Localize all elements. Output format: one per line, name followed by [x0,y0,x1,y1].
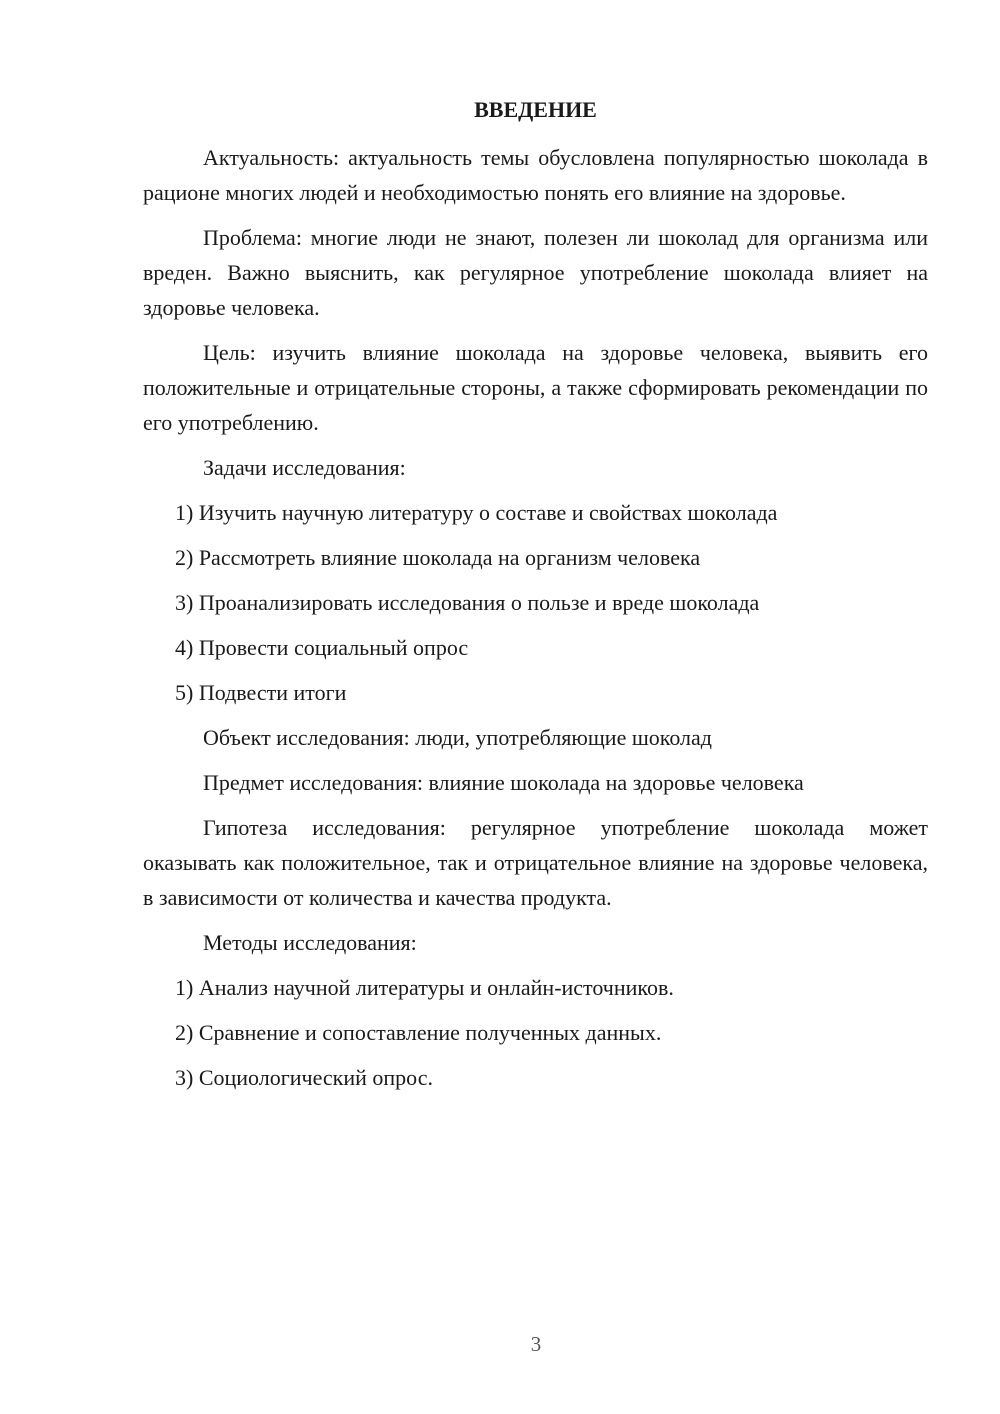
list-item: 1) Анализ научной литературы и онлайн-источников. [175,975,674,1000]
list-item: 3) Социологический опрос. [175,1065,433,1090]
section-title: ВВЕДЕНИЕ [474,97,597,122]
list-item: 5) Подвести итоги [175,680,347,705]
list-item: 4) Провести социальный опрос [175,635,469,660]
list-item: 2) Рассмотреть влияние шоколада на организм человека [175,545,701,570]
problem-paragraph: Проблема: многие люди не знают, полезен ли шоколад для организма или вреден. Важно выяснить, как регулярное употребление шоколада влияет на здоровье человека. [143,225,928,320]
methods-list [143,970,928,1095]
list-item: 2) Сравнение и сопоставление полученных данных. [175,1020,662,1045]
list-item: 1) Изучить научную литературу о составе и свойствах шоколада [175,500,778,525]
subject-line: Предмет исследования: влияние шоколада на здоровье человека [203,770,804,795]
page-number: 3 [530,1332,542,1356]
tasks-heading: Задачи исследования: [203,455,406,480]
methods-heading: Методы исследования: [203,930,417,955]
hypothesis-paragraph: Гипотеза исследования: регулярное употребление шоколада может оказывать как положительное, так и отрицательное влияние на здоровье человека, в зависимости от количества и качества продукта. [143,815,928,910]
tasks-list [143,495,928,710]
page-content [143,92,928,1105]
relevance-paragraph: Актуальность: актуальность темы обусловлена популярностью шоколада в рационе многих людей и необходимостью понять его влияние на здоровье. [143,145,928,205]
object-line: Объект исследования: люди, употребляющие шоколад [203,725,712,750]
goal-paragraph: Цель: изучить влияние шоколада на здоровье человека, выявить его положительные и отрицательные стороны, а также сформировать рекомендации по его употреблению. [143,340,928,435]
list-item: 3) Проанализировать исследования о пользе и вреде шоколада [175,590,760,615]
